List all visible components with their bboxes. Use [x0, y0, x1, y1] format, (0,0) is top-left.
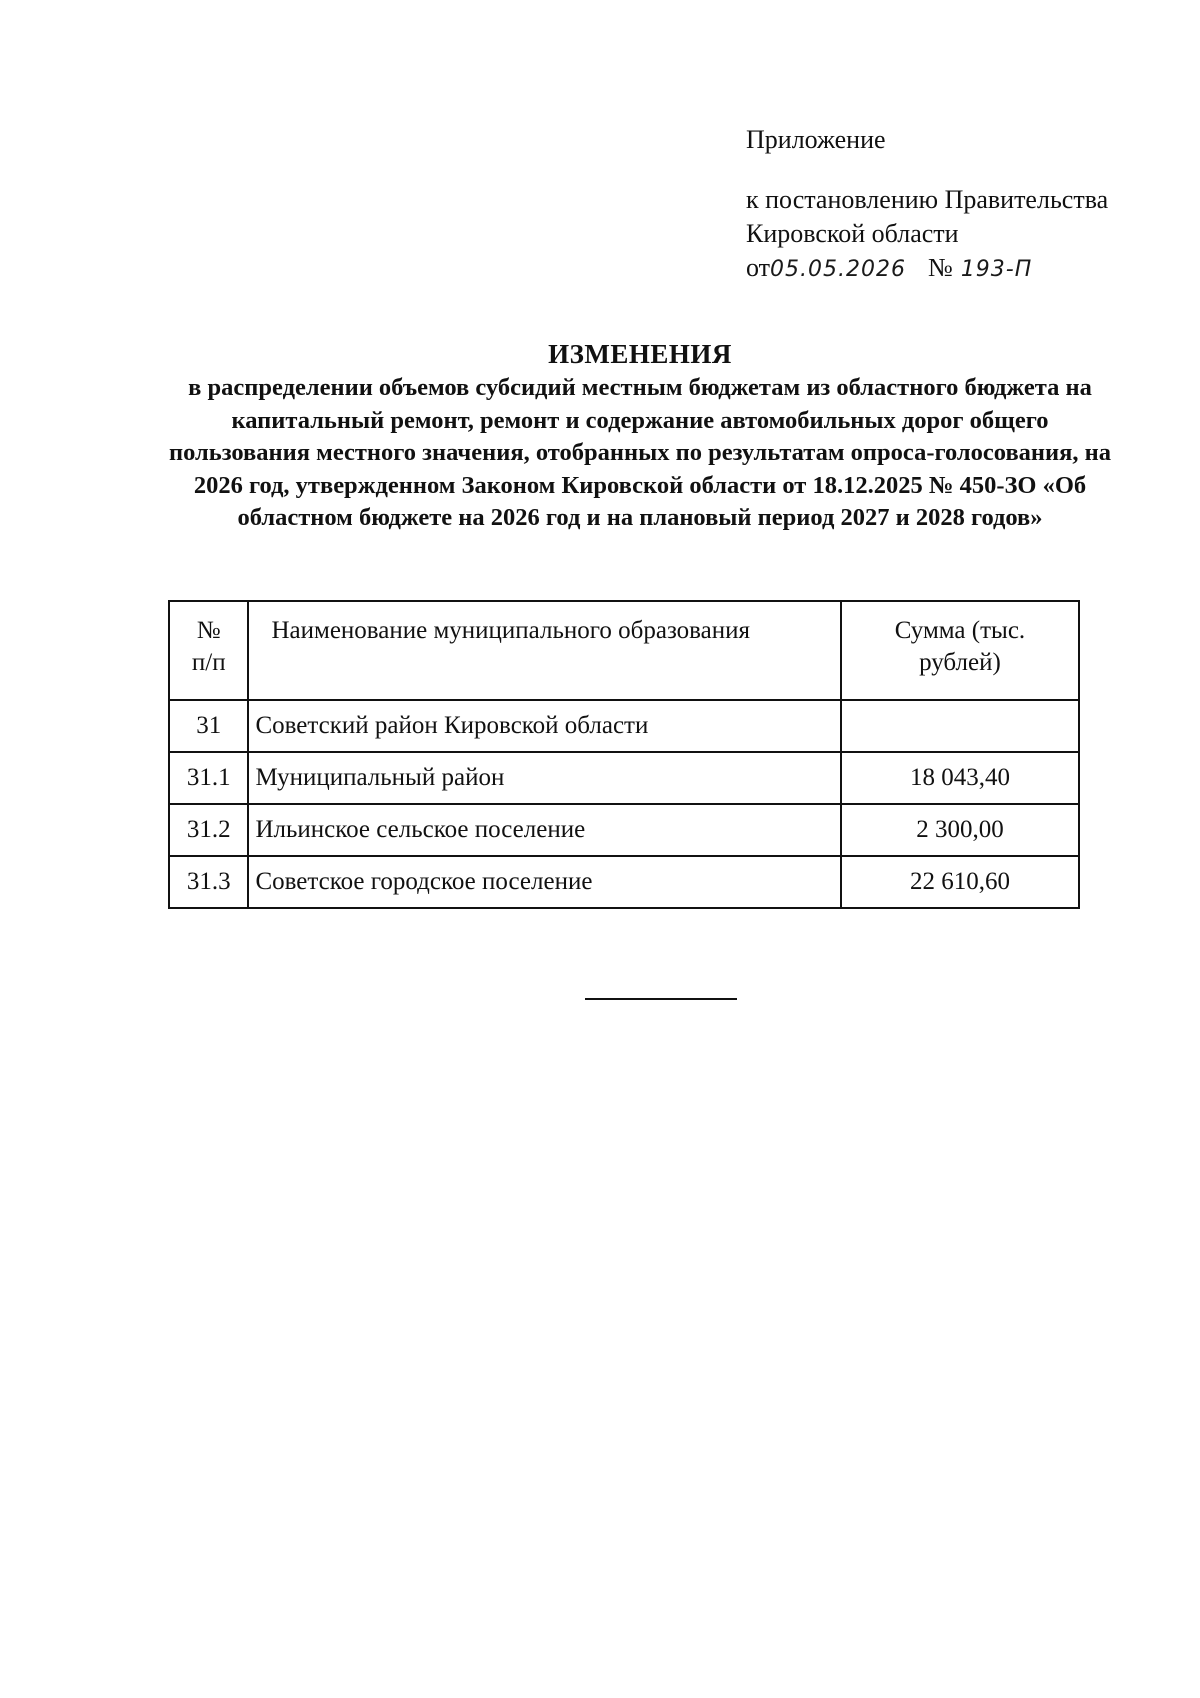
row-name: Советское городское поселение	[248, 856, 840, 908]
row-name: Ильинское сельское поселение	[248, 804, 840, 856]
subsidy-table	[168, 600, 1080, 909]
row-sum: 2 300,00	[841, 804, 1079, 856]
appendix-line-1: к постановлению Правительства	[746, 185, 1109, 214]
appendix-date-handwritten: 05.05.2026	[770, 257, 906, 282]
appendix-date-prefix: от	[746, 253, 771, 282]
appendix-title: Приложение	[746, 125, 886, 154]
heading-text: в распределении объемов субсидий местным бюджетам из областного бюджета на капитальный ремонт, ремонт и содержание автомобильных дорог общего пользования местного значения, отобранных по результатам опроса-голосования, на 2026 год, утвержденном Законом Кировской области от 18.12.2025 № 450-ЗО «Об областном бюджете на 2026 год и на плановый период 2027 и 2028 годов»	[168, 374, 1112, 531]
row-name: Советский район Кировской области	[248, 700, 840, 752]
table-row	[169, 804, 1079, 856]
table-row	[169, 700, 1079, 752]
row-num: 31	[169, 700, 248, 752]
header-sum	[841, 601, 1079, 700]
heading-title: ИЗМЕНЕНИЯ	[548, 339, 732, 369]
row-sum: 22 610,60	[841, 856, 1079, 908]
appendix-block	[746, 123, 1166, 287]
appendix-date-line	[746, 251, 1166, 287]
row-sum: 18 043,40	[841, 752, 1079, 804]
row-num: 31.1	[169, 752, 248, 804]
header-sum-line-1: Сумма (тыс.	[894, 617, 1026, 644]
row-num: 31.3	[169, 856, 248, 908]
table-row	[169, 856, 1079, 908]
row-sum	[841, 700, 1079, 752]
table-header-row	[169, 601, 1079, 700]
header-name: Наименование муниципального образования	[248, 601, 840, 700]
header-num	[169, 601, 248, 700]
row-num: 31.2	[169, 804, 248, 856]
header-num-line-2: п/п	[191, 649, 226, 676]
header-sum-line-2: рублей)	[919, 649, 1001, 676]
document-heading	[160, 338, 1120, 535]
appendix-number-sign: №	[928, 253, 953, 282]
header-num-line-1: №	[196, 617, 221, 644]
table-row	[169, 752, 1079, 804]
closing-separator-line	[585, 998, 737, 1000]
appendix-line-2: Кировской области	[746, 219, 959, 248]
row-name: Муниципальный район	[248, 752, 840, 804]
appendix-number-handwritten: 193-П	[960, 257, 1033, 282]
